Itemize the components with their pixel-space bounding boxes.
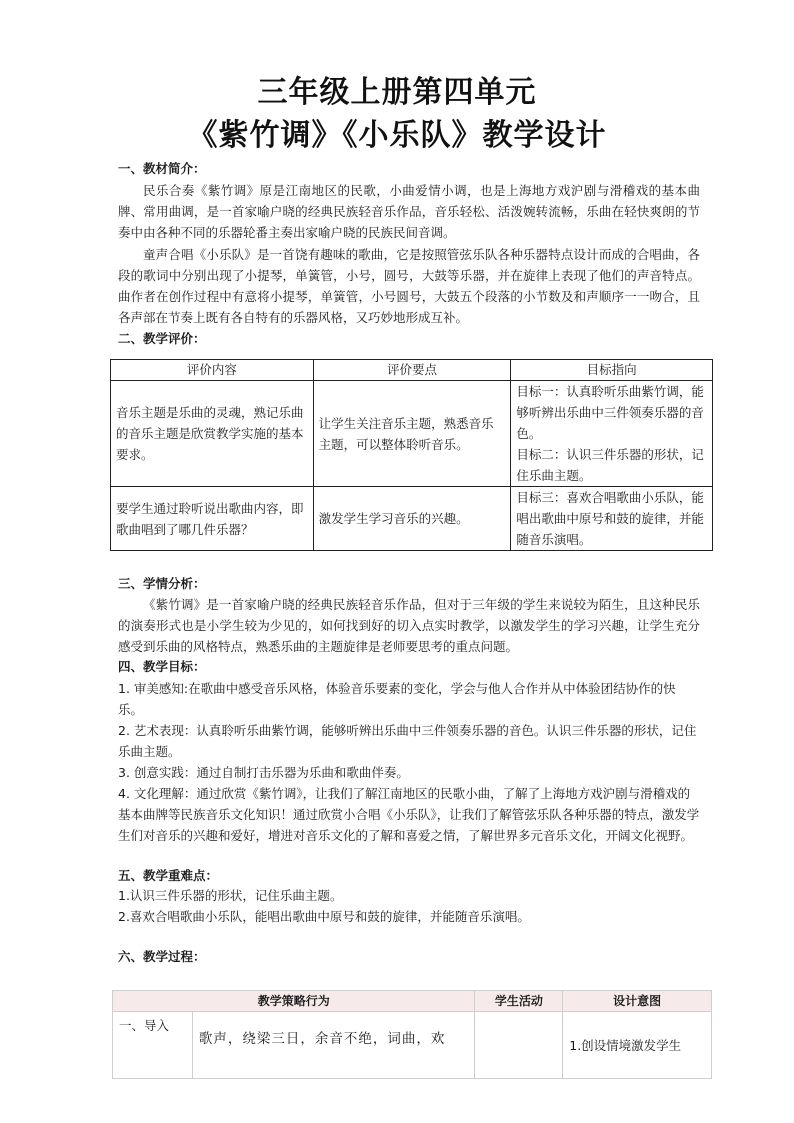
list-item: 1.认识三件乐器的形状，记住乐曲主题。 [118, 888, 343, 903]
title-line-2: 《紫竹调》《小乐队》教学设计 [187, 118, 607, 153]
section-heading-process: 六、教学过程： [118, 949, 206, 964]
column-header: 目标指向 [511, 360, 713, 381]
table-cell [511, 381, 713, 487]
table-cell: 让学生关注音乐主题，熟悉音乐主题，可以整体聆听音乐。 [313, 381, 511, 487]
intro-paragraph-1: 民乐合奏《紫竹调》原是江南地区的民歌，小曲爱情小调，也是上海地方戏沪剧与滑稽戏的基本曲牌、常用曲调，是一首家喻户晓的经典民族轻音乐作品，音乐轻松、活泼婉转流畅，乐曲在轻快爽朗的节奏中由各种不同的乐器轮番主奏出家喻户晓的民族民间音调。 [118, 183, 700, 240]
table-cell: 激发学生学习音乐的兴趣。 [313, 487, 511, 551]
table-row [111, 381, 713, 487]
section-heading-analysis: 三、学情分析： [118, 576, 206, 591]
evaluation-table [110, 359, 713, 551]
section-heading-keypoints: 五、教学重难点： [118, 868, 219, 883]
table-row [113, 1012, 712, 1079]
table-row [111, 487, 713, 551]
table-header-row [113, 991, 712, 1012]
list-item: 1. 审美感知:在歌曲中感受音乐风格，体验音乐要素的变化，学会与他人合作并从中体验团结协作的快乐。 [118, 681, 676, 717]
column-header: 评价内容 [111, 360, 314, 381]
column-header: 评价要点 [313, 360, 511, 381]
table-cell: 音乐主题是乐曲的灵魂，熟记乐曲的音乐主题是欣赏教学实施的基本要求。 [111, 381, 314, 487]
strategy-cell: 歌声，绕梁三日，余音不绝，词曲，欢 [192, 1012, 474, 1079]
list-item: 3. 创意实践：通过自制打击乐器为乐曲和歌曲伴奏。 [118, 765, 409, 780]
intro-paragraph-2: 童声合唱《小乐队》是一首饶有趣味的歌曲，它是按照管弦乐队各种乐器特点设计而成的合唱曲，各段的歌词中分别出现了小提琴，单簧管，小号，圆号，大鼓等乐器，并在旋律上表现了他们的声音特点。曲作者在创作过程中有意将小提琴，单簧管，小号圆号，大鼓五个段落的小节数及和声顺序一一吻合，且各声部在节奏上既有各自特有的乐器风格，又巧妙地形成互补。 [118, 247, 700, 325]
intent-cell: 1.创设情境激发学生 [563, 1012, 712, 1079]
goal-text: 目标一：认真聆听乐曲紫竹调，能够听辨出乐曲中三件领奏乐器的音色。 [516, 384, 704, 441]
list-item: 4. 文化理解：通过欣赏《紫竹调》，让我们了解江南地区的民歌小曲，了解了上海地方戏沪剧与滑稽戏的基本曲牌等民族音乐文化知识！通过欣赏小合唱《小乐队》，让我们了解管弦乐队各种乐器的特点，激发学生们对音乐的兴趣和爱好，增进对音乐文化的了解和喜爱之情，了解世界多元音乐文化，开阔文化视野。 [118, 786, 700, 843]
list-item: 2. 艺术表现：认真聆听乐曲紫竹调，能够听辨出乐曲中三件领奏乐器的音色。认识三件乐器的形状，记住乐曲主题。 [118, 723, 697, 759]
column-header: 学生活动 [475, 991, 563, 1012]
analysis-paragraph: 《紫竹调》是一首家喻户晓的经典民族轻音乐作品，但对于三年级的学生来说较为陌生，且这种民乐的演奏形式也是小学生较为少见的，如何找到好的切入点实时教学，以激发学生的学习兴趣，让学生充分感受到乐曲的风格特点，熟悉乐曲的主题旋律是老师要思考的重点问题。 [118, 597, 700, 654]
table-header-row [111, 360, 713, 381]
section-heading-intro: 一、教材简介： [118, 161, 206, 176]
process-table [112, 990, 712, 1079]
column-header: 设计意图 [563, 991, 712, 1012]
goal-text: 目标二：认识三件乐器的形状，记住乐曲主题。 [516, 447, 704, 483]
table-cell: 要学生通过聆听说出歌曲内容，即歌曲唱到了哪几件乐器？ [111, 487, 314, 551]
title-line-1: 三年级上册第四单元 [257, 75, 537, 110]
list-item: 2.喜欢合唱歌曲小乐队，能唱出歌曲中原号和鼓的旋律，并能随音乐演唱。 [118, 909, 530, 924]
activity-cell [475, 1012, 563, 1079]
section-heading-evaluation: 二、教学评价： [118, 331, 206, 346]
objectives-list [118, 678, 700, 846]
table-cell: 目标三：喜欢合唱歌曲小乐队，能唱出歌曲中原号和鼓的旋律，并能随音乐演唱。 [511, 487, 713, 551]
stage-cell: 一、导入 [113, 1012, 193, 1079]
keypoints-list [118, 885, 700, 927]
section-heading-objectives: 四、教学目标： [118, 659, 206, 674]
column-header: 教学策略行为 [113, 991, 475, 1012]
